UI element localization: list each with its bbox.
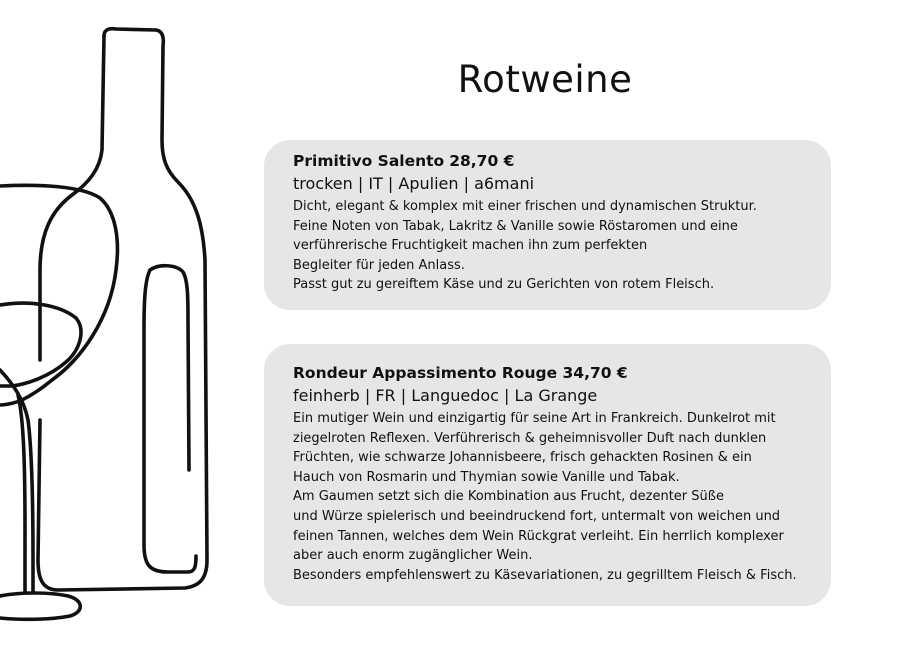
wine-description xyxy=(293,409,831,585)
description-line: aber auch enorm zugänglicher Wein. xyxy=(293,548,533,564)
description-line: ziegelroten Reflexen. Verführerisch & geheimnisvoller Duft nach dunklen xyxy=(293,430,767,446)
description-line: Hauch von Rosmarin und Thymian sowie Vanille und Tabak. xyxy=(293,469,680,485)
bottle-shoulder xyxy=(40,36,104,360)
description-line: und Würze spielerisch und beeindruckend fort, untermalt von weichen und xyxy=(293,508,781,524)
description-line: Feine Noten von Tabak, Lakritz & Vanille sowie Röstaromen und eine xyxy=(293,218,738,234)
description-line: Dicht, elegant & komplex mit einer frischen und dynamischen Struktur. xyxy=(293,199,757,214)
wine-card-primitivo xyxy=(264,140,831,310)
wine-card-rondeur xyxy=(264,344,831,606)
wine-heading xyxy=(293,363,831,383)
description-line: Passt gut zu gereiftem Käse und zu Gerichten von rotem Fleisch. xyxy=(293,277,715,293)
description-line: verführerische Fruchtigkeit machen ihn zum perfekten xyxy=(293,238,648,254)
description-line: Früchten, wie schwarze Johannisbeere, frisch gehackten Rosinen & ein xyxy=(293,450,752,466)
wine-meta: trocken | IT | Apulien | a6mani xyxy=(293,174,535,193)
wine-name: Rondeur Appassimento Rouge xyxy=(293,364,558,382)
glass-base xyxy=(0,593,80,619)
wine-bottle-and-glass-icon xyxy=(0,0,260,650)
glass-bowl xyxy=(0,185,117,405)
description-line: feinen Tannen, welches dem Wein Rückgrat verleiht. Ein herrlich komplexer xyxy=(293,528,784,544)
description-line: Begleiter für jeden Anlass. xyxy=(293,257,465,273)
wine-name: Primitivo Salento xyxy=(293,152,445,170)
bottle-label xyxy=(144,266,196,572)
wine-description xyxy=(293,197,831,295)
wine-price: 28,70 € xyxy=(449,152,515,170)
wine-price: 34,70 € xyxy=(562,364,628,382)
glass-stem-inner xyxy=(18,395,25,592)
wine-heading xyxy=(293,151,831,171)
description-line: Besonders empfehlenswert zu Käsevariationen, zu gegrilltem Fleisch & Fisch. xyxy=(293,567,797,583)
description-line: Am Gaumen setzt sich die Kombination aus Frucht, dezenter Süße xyxy=(293,489,724,505)
page-title: Rotweine xyxy=(457,58,633,101)
wine-meta: feinherb | FR | Languedoc | La Grange xyxy=(293,386,598,405)
description-line: Ein mutiger Wein und einzigartig für seine Art in Frankreich. Dunkelrot mit xyxy=(293,411,776,426)
